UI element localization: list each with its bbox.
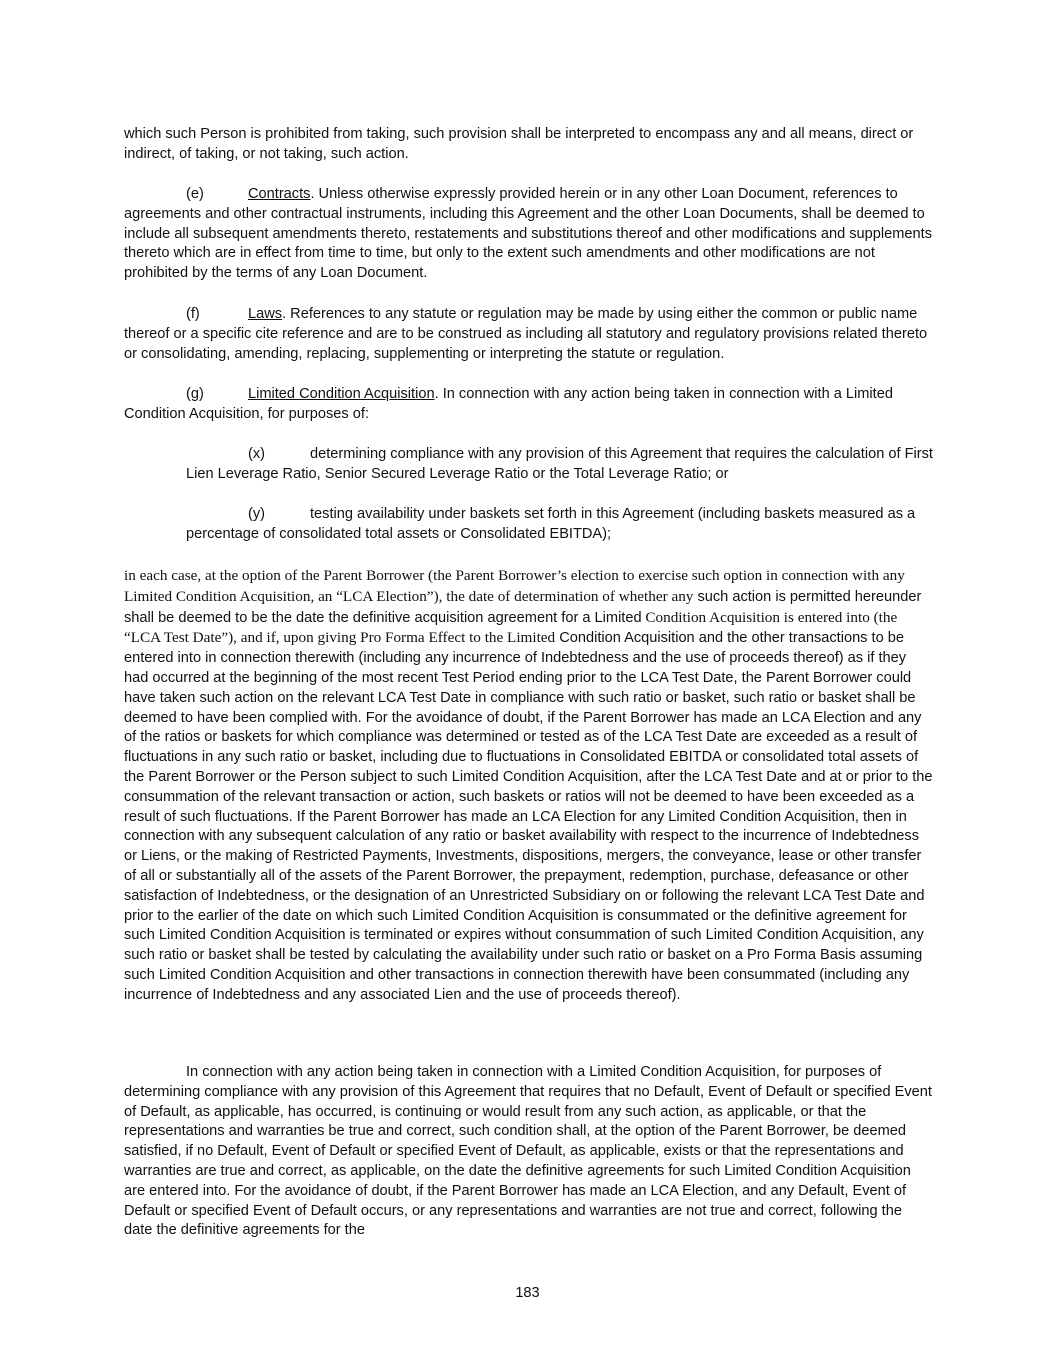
clause-x-paragraph — [186, 445, 934, 485]
section-e-body: . Unless otherwise expressly provided herein or in any other Loan Document, references to agreements and other contractual instruments, including this Agreement and the other Loan Documents, shall be deemed to include all subsequent amendments thereto, restatements and substitutions thereof and other modifications and supplements thereto which are in effect from time to time, but only to the extent such amendments and other modifications are not prohibited by the terms of any Loan Document. — [124, 186, 933, 282]
section-f-heading: Laws — [248, 306, 283, 322]
section-e-paragraph — [124, 185, 934, 284]
clause-y-paragraph — [186, 505, 934, 545]
section-g-paragraph — [124, 385, 934, 425]
in-each-case-serif-2: Condition Acquisition is entered into (the “LCA Test Date”), and if, upon giving Pro Forma Effect to the Limited — [124, 608, 898, 647]
in-each-case-sans-1: such action is permitted hereunder shall be deemed to be the date the definitive acquisition agreement for a Limited — [124, 588, 922, 626]
section-g-body: . In connection with any action being taken in connection with a Limited Condition Acquisition, for purposes of: — [124, 386, 893, 422]
section-f-paragraph — [124, 305, 934, 364]
clause-x-body: determining compliance with any provision of this Agreement that requires the calculation of First Lien Leverage Ratio, Senior Secured Leverage Ratio or the Total Leverage Ratio; or — [186, 446, 933, 482]
section-e-number: (e) — [186, 186, 204, 202]
clause-y-body: testing availability under baskets set forth in this Agreement (including baskets measured as a percentage of consolidated total assets or Consolidated EBITDA); — [186, 506, 916, 542]
section-f-body: . References to any statute or regulation may be made by using either the common or public name thereof or a specific cite reference and are to be construed as including all statutory and regulatory provisions related thereto or consolidating, amending, replacing, supplementing or interpreting the statute or regulation. — [124, 306, 928, 362]
section-g-heading: Limited Condition Acquisition — [248, 386, 435, 402]
in-each-case-serif-1: in each case, at the option of the Parent Borrower (the Parent Borrower’s election to exercise such option in connection with any Limited Condition Acquisition, an “LCA Election”), the date of determination of whether any — [124, 567, 905, 605]
clause-y-number: (y) — [248, 506, 266, 522]
in-each-case-paragraph — [124, 566, 934, 1006]
clause-x-number: (x) — [248, 446, 266, 462]
final-paragraph: In connection with any action being taken in connection with a Limited Condition Acquisition, for purposes of determining compliance with any provision of this Agreement that requires that no Default, Event of Default or specified Event of Default, as applicable, has occurred, is continuing or would result from any such action, as applicable, or that the representations and warranties be true and correct, such condition shall, at the option of the Parent Borrower, be deemed satisfied, if no Default, Event of Default or specified Event of Default, as applicable, exists or that the representations and warranties are true and correct, as applicable, on the date the definitive agreements for such Limited Condition Acquisition are entered into. For the avoidance of doubt, if the Parent Borrower has made an LCA Election, and any Default, Event of Default or specified Event of Default occurs, or any representations and warranties are not true and correct, following the date the definitive agreements for the — [124, 1064, 932, 1239]
section-e-heading: Contracts — [248, 186, 311, 202]
page-number: 183 — [515, 1285, 540, 1301]
continuation-paragraph: which such Person is prohibited from taking, such provision shall be interpreted to encompass any and all means, direct or indirect, of taking, or not taking, such action. — [124, 126, 914, 162]
section-f-number: (f) — [186, 306, 200, 322]
section-g-number: (g) — [186, 386, 204, 402]
in-each-case-sans-2: Condition Acquisition and the other transactions to be entered into in connection therewith (including any incurrence of Indebtedness and the use of proceeds thereof) as if they had occurred at the beginning of the most recent Test Period ending prior to the LCA Test Date, the Parent Borrower could have taken such action on the relevant LCA Test Date in compliance with such ratio or basket, such ratio or basket shall be deemed to have been complied with. For the avoidance of doubt, if the Parent Borrower has made an LCA Election and any of the ratios or baskets for which compliance was determined or tested as of the LCA Test Date are exceeded as a result of fluctuations in any such ratio or basket, including due to fluctuations in Consolidated EBITDA or consolidated total assets of the Parent Borrower or the Person subject to such Limited Condition Acquisition, after the LCA Test Date and at or prior to the consummation of the relevant transaction or action, such baskets or ratios will not be deemed to have been exceeded as a result of such fluctuations. If the Parent Borrower has made an LCA Election for any Limited Condition Acquisition, then in connection with any subsequent calculation of any ratio or basket availability with respect to the incurrence of Indebtedness or Liens, or the making of Restricted Payments, Investments, dispositions, mergers, the conveyance, lease or other transfer of all or substantially all of the assets of the Parent Borrower, the prepayment, redemption, purchase, defeasance or other satisfaction of Indebtedness, or the designation of an Unrestricted Subsidiary on or following the relevant LCA Test Date and prior to the earlier of the date on which such Limited Condition Acquisition is consummated or the definitive agreement for such Limited Condition Acquisition is terminated or expires without consummation of such Limited Condition Acquisition, any such ratio or basket shall be tested by calculating the availability under such ratio or basket on a Pro Forma Basis assuming such Limited Condition Acquisition and other transactions in connection therewith have been consummated (including any incurrence of Indebtedness and any associated Lien and the use of proceeds thereof). — [124, 630, 933, 1003]
